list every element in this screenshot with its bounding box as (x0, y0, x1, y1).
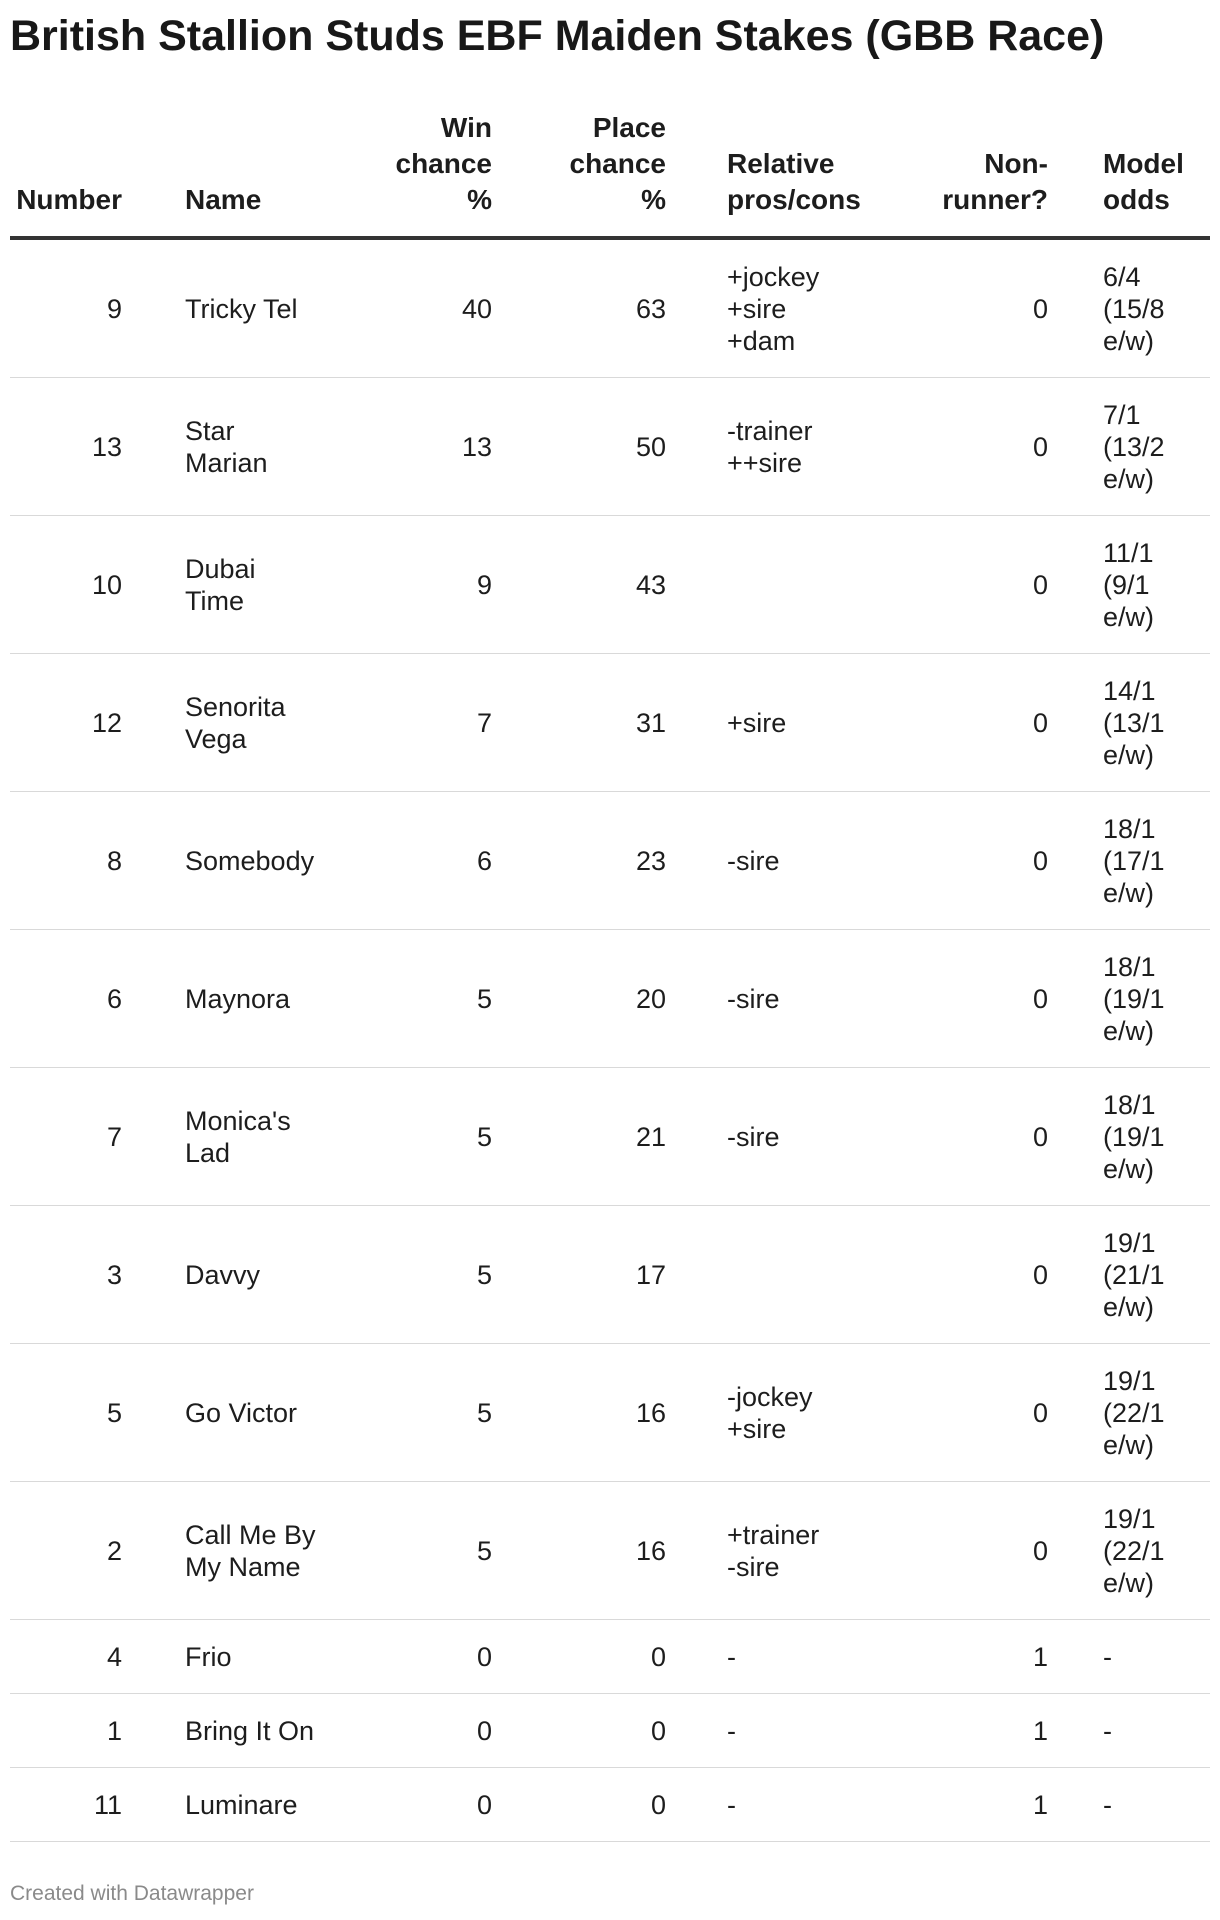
cell-non-runner: 1 (1032, 1789, 1048, 1820)
cell-win-chance: 5 (476, 1121, 492, 1152)
cell-number: 6 (106, 983, 122, 1014)
cell-non-runner: 0 (1032, 845, 1048, 876)
cell-pros-cons: +jockey +sire +dam (727, 261, 820, 356)
cell-non-runner: 0 (1032, 431, 1048, 462)
cell-place-chance: 23 (635, 845, 666, 876)
cell-pros-cons: +trainer -sire (727, 1519, 820, 1582)
cell-model-odds: 11/1 (9/1 e/w) (1103, 537, 1155, 632)
column-header-name: Name (185, 184, 262, 215)
cell-win-chance: 5 (476, 1397, 492, 1428)
cell-non-runner: 0 (1032, 1535, 1048, 1566)
cell-name: Bring It On (185, 1715, 315, 1746)
cell-model-odds: - (1103, 1789, 1112, 1820)
column-header-place-chance: Place chance % (569, 112, 666, 215)
cell-win-chance: 40 (461, 293, 492, 324)
cell-non-runner: 0 (1032, 707, 1048, 738)
cell-name: Star Marian (185, 415, 268, 478)
cell-place-chance: 0 (650, 1715, 666, 1746)
cell-non-runner: 0 (1032, 293, 1048, 324)
cell-name: Maynora (185, 983, 291, 1014)
cell-win-chance: 5 (476, 1259, 492, 1290)
cell-pros-cons: - (727, 1641, 736, 1672)
cell-place-chance: 0 (650, 1789, 666, 1820)
cell-model-odds: 19/1 (22/1 e/w) (1103, 1365, 1165, 1460)
table-row (10, 516, 1210, 654)
cell-win-chance: 0 (476, 1789, 492, 1820)
cell-number: 12 (91, 707, 122, 738)
cell-name: Luminare (185, 1789, 298, 1820)
table-body (10, 240, 1210, 1842)
cell-number: 10 (91, 569, 122, 600)
cell-name: Tricky Tel (185, 293, 298, 324)
cell-place-chance: 43 (635, 569, 666, 600)
cell-win-chance: 0 (476, 1715, 492, 1746)
table-header (10, 108, 1210, 240)
column-header-model-odds: Model odds (1103, 148, 1184, 215)
cell-place-chance: 31 (635, 707, 666, 738)
cell-number: 2 (106, 1535, 122, 1566)
cell-model-odds: - (1103, 1715, 1112, 1746)
cell-model-odds: 18/1 (19/1 e/w) (1103, 1089, 1165, 1184)
cell-name: Davvy (185, 1259, 261, 1290)
cell-place-chance: 20 (635, 983, 666, 1014)
cell-name: Monica's Lad (185, 1105, 291, 1168)
cell-number: 13 (91, 431, 122, 462)
cell-name: Call Me By My Name (185, 1519, 316, 1582)
cell-place-chance: 63 (635, 293, 666, 324)
cell-non-runner: 1 (1032, 1715, 1048, 1746)
cell-win-chance: 7 (476, 707, 492, 738)
table-row (10, 1206, 1210, 1344)
cell-model-odds: 6/4 (15/8 e/w) (1103, 261, 1165, 356)
table-row (10, 1482, 1210, 1620)
cell-number: 7 (106, 1121, 122, 1152)
cell-model-odds: - (1103, 1641, 1112, 1672)
cell-model-odds: 18/1 (19/1 e/w) (1103, 951, 1165, 1046)
table-row (10, 1344, 1210, 1482)
cell-name: Senorita Vega (185, 691, 286, 754)
cell-win-chance: 13 (461, 431, 492, 462)
page-title: British Stallion Studs EBF Maiden Stakes (GBB Race) (10, 12, 1105, 60)
cell-model-odds: 14/1 (13/1 e/w) (1103, 675, 1165, 770)
cell-pros-cons: +sire (727, 707, 787, 738)
cell-place-chance: 50 (635, 431, 666, 462)
cell-name: Somebody (185, 845, 315, 876)
cell-name: Frio (185, 1641, 232, 1672)
footer-credit: Created with Datawrapper (10, 1882, 254, 1905)
cell-win-chance: 9 (476, 569, 492, 600)
cell-number: 11 (93, 1789, 122, 1820)
table-row (10, 654, 1210, 792)
cell-win-chance: 0 (476, 1641, 492, 1672)
column-header-win-chance: Win chance % (395, 112, 492, 215)
cell-non-runner: 1 (1032, 1641, 1048, 1672)
cell-win-chance: 5 (476, 1535, 492, 1566)
table-row (10, 930, 1210, 1068)
cell-number: 4 (106, 1641, 122, 1672)
cell-name: Dubai Time (185, 553, 256, 616)
table-row (10, 792, 1210, 930)
column-header-pros-cons: Relative pros/cons (727, 148, 861, 215)
table-row (10, 378, 1210, 516)
cell-pros-cons: - (727, 1715, 736, 1746)
cell-non-runner: 0 (1032, 983, 1048, 1014)
cell-place-chance: 16 (635, 1397, 666, 1428)
cell-number: 8 (106, 845, 122, 876)
cell-win-chance: 6 (476, 845, 492, 876)
cell-pros-cons: -sire (727, 1121, 780, 1152)
cell-place-chance: 16 (635, 1535, 666, 1566)
cell-place-chance: 21 (635, 1121, 666, 1152)
column-header-number: Number (16, 184, 122, 215)
cell-pros-cons: -sire (727, 845, 780, 876)
cell-pros-cons: -sire (727, 983, 780, 1014)
data-table (10, 108, 1210, 1842)
table-row (10, 1694, 1210, 1768)
cell-name: Go Victor (185, 1397, 298, 1428)
cell-number: 3 (106, 1259, 122, 1290)
table-row (10, 1068, 1210, 1206)
cell-number: 9 (106, 293, 122, 324)
cell-model-odds: 19/1 (21/1 e/w) (1103, 1227, 1165, 1322)
table-row (10, 1768, 1210, 1842)
cell-place-chance: 0 (650, 1641, 666, 1672)
cell-number: 5 (106, 1397, 122, 1428)
cell-non-runner: 0 (1032, 1259, 1048, 1290)
cell-pros-cons: - (727, 1789, 736, 1820)
cell-non-runner: 0 (1032, 569, 1048, 600)
column-header-non-runner: Non- runner? (942, 148, 1048, 215)
table-row (10, 240, 1210, 378)
cell-model-odds: 19/1 (22/1 e/w) (1103, 1503, 1165, 1598)
cell-model-odds: 18/1 (17/1 e/w) (1103, 813, 1165, 908)
cell-pros-cons: -jockey +sire (727, 1381, 813, 1444)
cell-pros-cons: -trainer ++sire (727, 415, 813, 478)
cell-non-runner: 0 (1032, 1397, 1048, 1428)
cell-win-chance: 5 (476, 983, 492, 1014)
cell-place-chance: 17 (635, 1259, 666, 1290)
cell-non-runner: 0 (1032, 1121, 1048, 1152)
cell-number: 1 (106, 1715, 122, 1746)
cell-model-odds: 7/1 (13/2 e/w) (1103, 399, 1165, 494)
table-row (10, 1620, 1210, 1694)
